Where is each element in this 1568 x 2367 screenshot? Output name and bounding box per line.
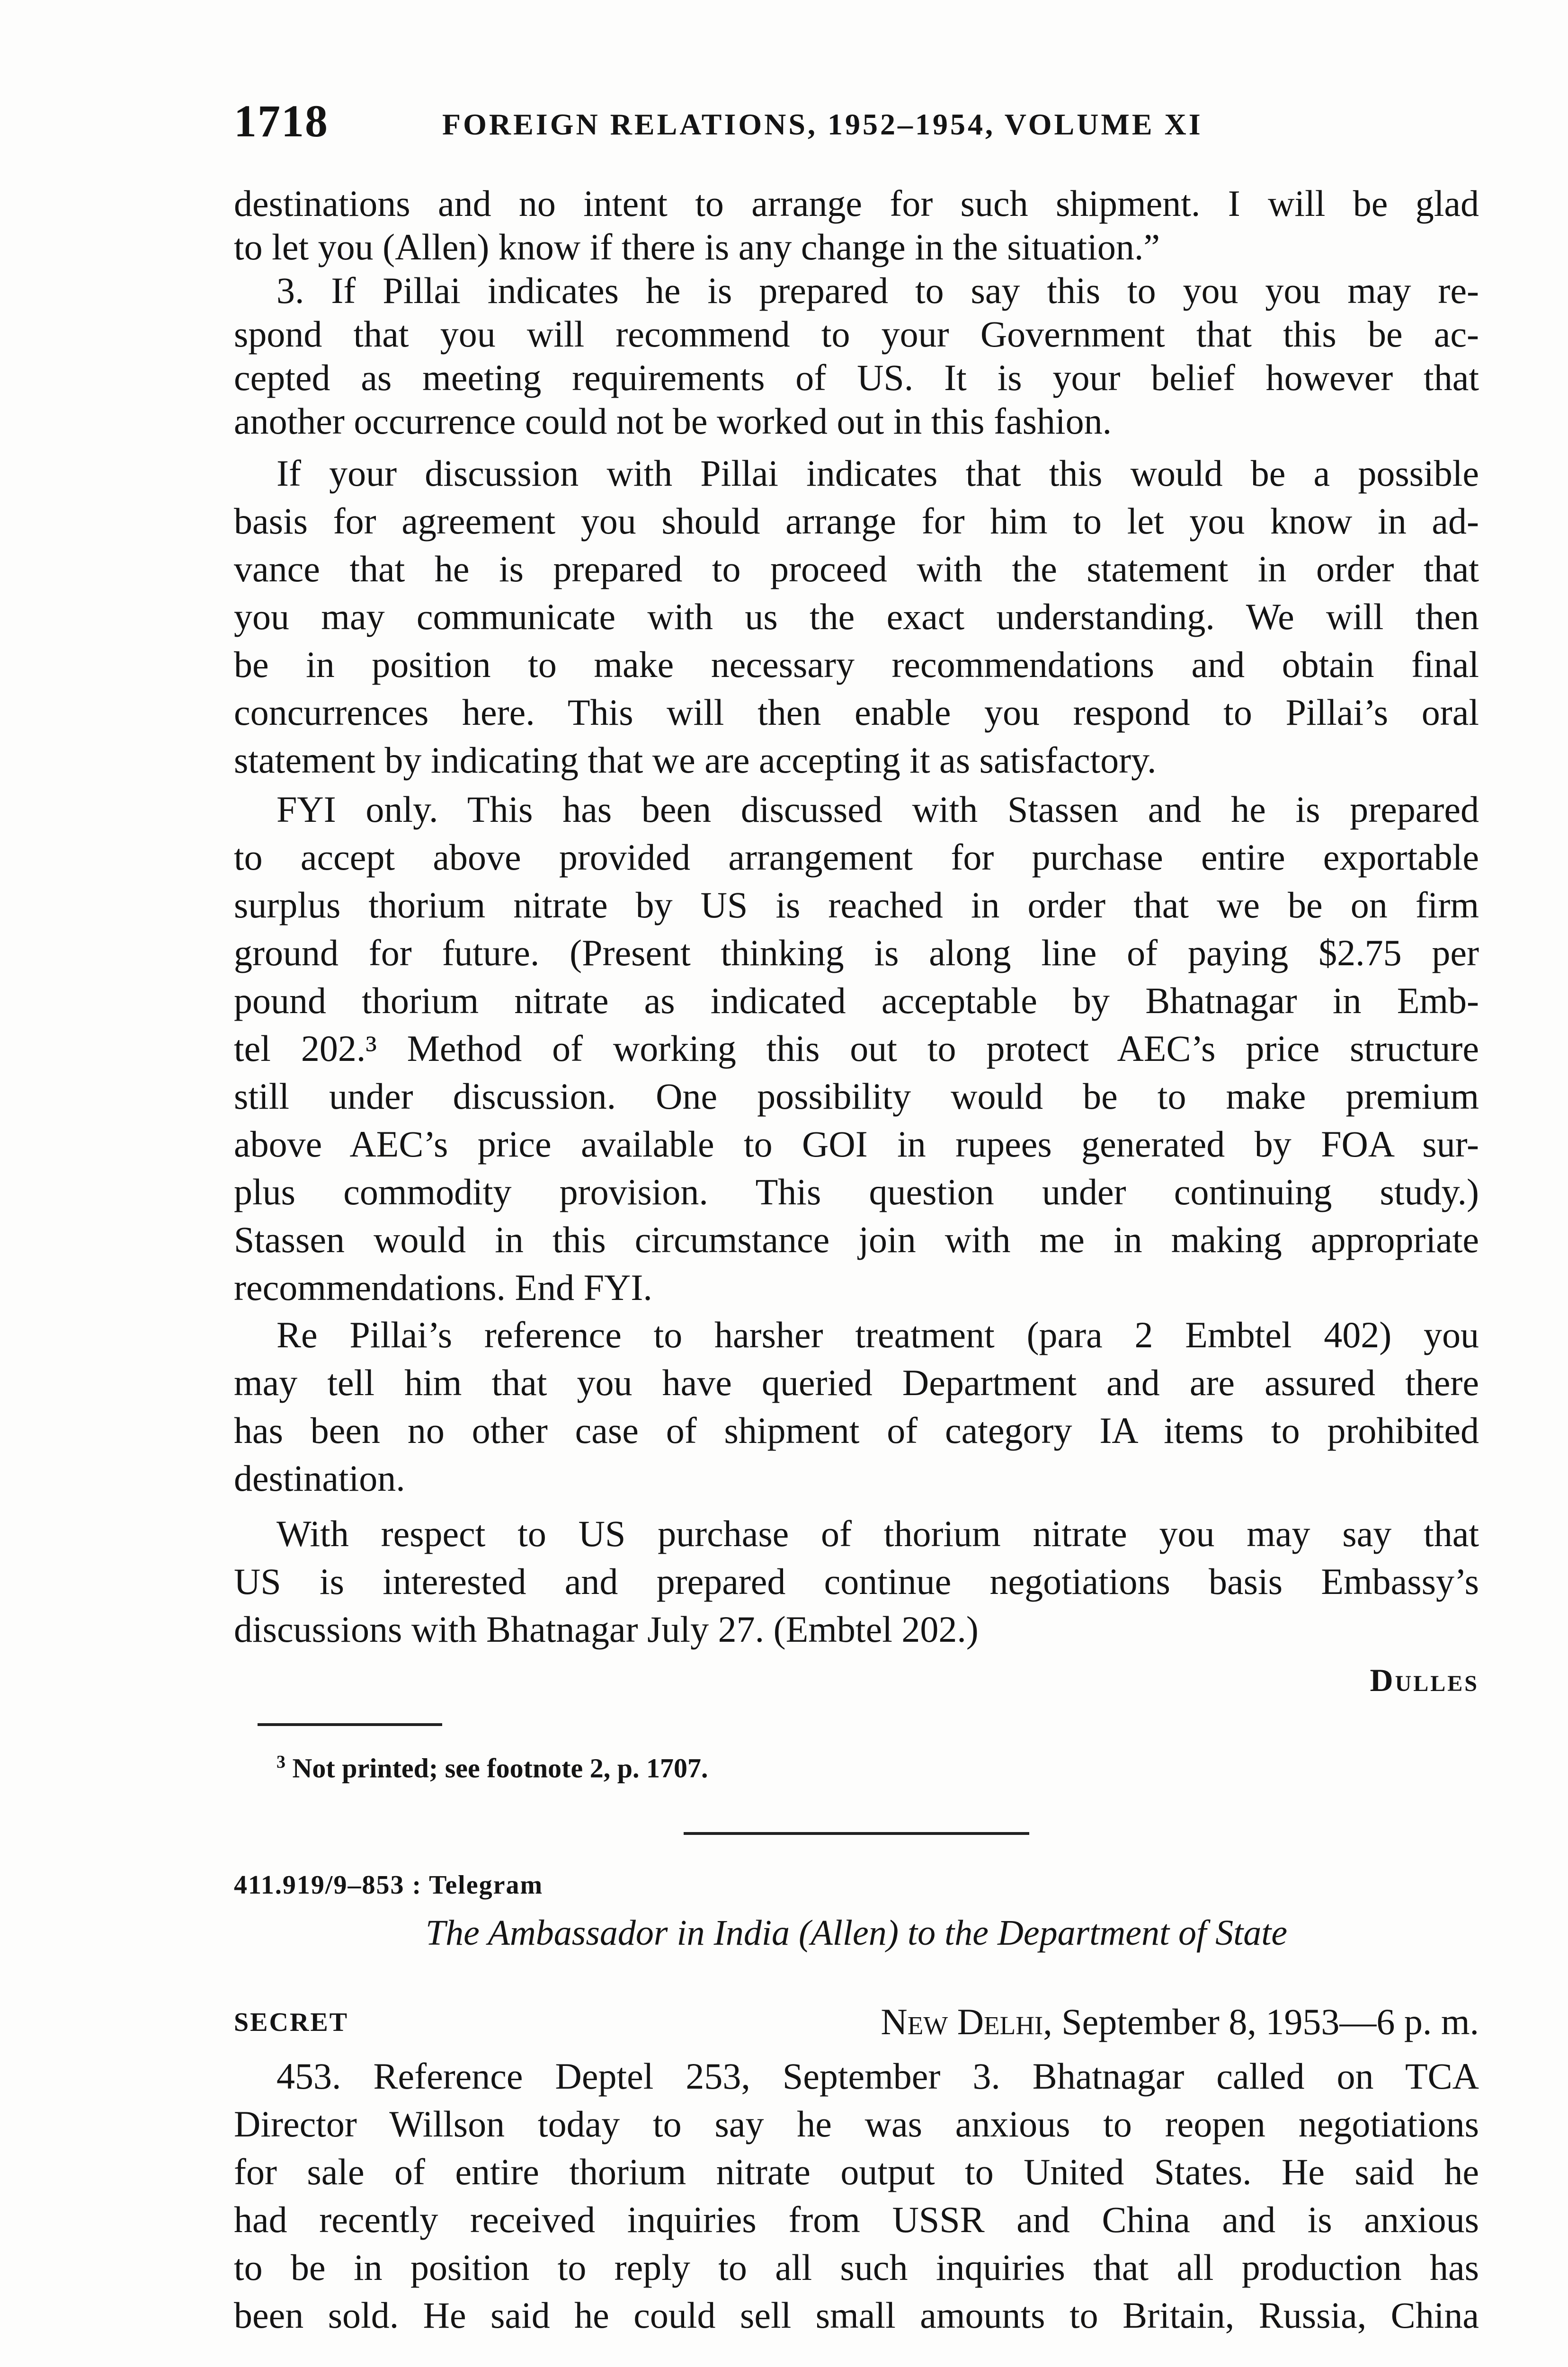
text-line: 453. Reference Deptel 253, September 3. Bhatnagar called on TCA [276, 2056, 1479, 2097]
document-title: The Ambassador in India (Allen) to the Department of State [425, 1913, 1288, 1953]
text-line: Stassen would in this circumstance join with me in making appropriate [234, 1219, 1479, 1260]
text-line: destination. [234, 1458, 405, 1499]
text-line: above AEC’s price available to GOI in rupees generated by FOA sur- [234, 1123, 1479, 1165]
text-line: for sale of entire thorium nitrate output to United States. He said he [234, 2151, 1479, 2192]
classification: SECRET [234, 2008, 349, 2037]
text-line: basis for agreement you should arrange for him to let you know in ad- [234, 500, 1479, 542]
text-line: If your discussion with Pillai indicates that this would be a possible [276, 453, 1479, 494]
dateline-date: , September 8, 1953—6 p. m. [1043, 2001, 1479, 2042]
text-line: recommendations. End FYI. [234, 1267, 652, 1308]
text-line: another occurrence could not be worked out in this fashion. [234, 400, 1112, 442]
text-line: still under discussion. One possibility would be to make premium [234, 1076, 1479, 1117]
dateline [881, 2001, 1479, 2043]
text-line: to let you (Allen) know if there is any change in the situation.” [234, 226, 1160, 267]
text-line: Re Pillai’s reference to harsher treatment (para 2 Embtel 402) you [276, 1314, 1479, 1355]
text-line: 3. If Pillai indicates he is prepared to say this to you you may re- [276, 270, 1479, 311]
footnote-text: Not printed; see footnote 2, p. 1707. [292, 1753, 708, 1784]
text-line: ground for future. (Present thinking is along line of paying $2.75 per [234, 932, 1479, 973]
text-line: may tell him that you have queried Department and are assured there [234, 1362, 1479, 1403]
text-line: pound thorium nitrate as indicated acceptable by Bhatnagar in Emb- [234, 980, 1479, 1021]
signature: Dulles [1370, 1662, 1479, 1698]
text-line: to be in position to reply to all such inquiries that all production has [234, 2247, 1479, 2288]
text-line: With respect to US purchase of thorium nitrate you may say that [276, 1513, 1479, 1554]
text-line: vance that he is prepared to proceed with the statement in order that [234, 548, 1479, 589]
text-line: you may communicate with us the exact understanding. We will then [234, 596, 1479, 637]
running-header [234, 95, 1479, 151]
text-line: concurrences here. This will then enable you respond to Pillai’s oral [234, 692, 1479, 733]
text-line: discussions with Bhatnagar July 27. (Embtel 202.) [234, 1609, 979, 1650]
text-line: statement by indicating that we are accepting it as satisfactory. [234, 739, 1157, 781]
text-line: destinations and no intent to arrange for such shipment. I will be glad [234, 183, 1479, 224]
footnote-rule [258, 1723, 442, 1726]
text-line: US is interested and prepared continue negotiations basis Embassy’s [234, 1561, 1479, 1602]
text-line: surplus thorium nitrate by US is reached in order that we be on firm [234, 884, 1479, 925]
footnote-marker: 3 [276, 1752, 285, 1772]
text-line: Director Willson today to say he was anxious to reopen negotiations [234, 2103, 1479, 2145]
section-rule [684, 1832, 1029, 1835]
text-line: been sold. He said he could sell small amounts to Britain, Russia, China [234, 2295, 1479, 2336]
text-line: FYI only. This has been discussed with Stassen and he is prepared [276, 789, 1479, 830]
text-line: spond that you will recommend to your Government that this be ac- [234, 313, 1479, 355]
text-line: be in position to make necessary recommendations and obtain final [234, 644, 1479, 685]
dateline-city: New Delhi [881, 2001, 1043, 2042]
running-title: FOREIGN RELATIONS, 1952–1954, VOLUME XI [442, 107, 1203, 141]
text-line: had recently received inquiries from USSR and China and is anxious [234, 2199, 1479, 2240]
page-number: 1718 [234, 96, 329, 146]
footnote [276, 1752, 708, 1784]
file-reference: 411.919/9–853 : Telegram [234, 1870, 543, 1900]
text-line: to accept above provided arrangement for purchase entire exportable [234, 836, 1479, 878]
text-line: tel 202.³ Method of working this out to protect AEC’s price structure [234, 1028, 1479, 1069]
text-line: cepted as meeting requirements of US. It is your belief however that [234, 357, 1479, 398]
text-line: has been no other case of shipment of category IA items to prohibited [234, 1410, 1479, 1451]
text-line: plus commodity provision. This question under continuing study.) [234, 1171, 1479, 1212]
